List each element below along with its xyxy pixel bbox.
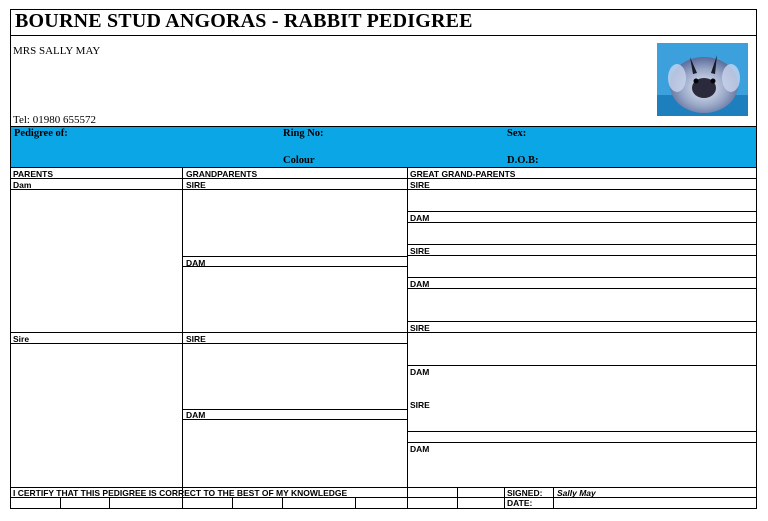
- ggp-line-1: [408, 189, 757, 190]
- grandparent-dam-2-label: DAM: [186, 410, 206, 420]
- pedigree-form: [10, 9, 757, 509]
- ggp-line-11: [408, 431, 757, 432]
- great-grandparent-sire-4-label: SIRE: [410, 400, 430, 410]
- colour-label: Colour: [283, 155, 315, 166]
- rabbit-image-icon: [657, 43, 748, 116]
- dob-label: D.O.B:: [507, 155, 539, 166]
- parent-sire-label: Sire: [13, 334, 30, 344]
- footer-sep-7: [232, 497, 233, 509]
- owner-telephone: Tel: 01980 655572: [13, 114, 96, 126]
- signature-value: Sally May: [557, 488, 596, 498]
- great-grandparent-dam-4-label: DAM: [410, 444, 430, 454]
- gp-line-1: [183, 189, 407, 190]
- ggp-line-3: [408, 222, 757, 223]
- gp-line-6: [183, 409, 407, 410]
- ggp-line-9: [408, 332, 757, 333]
- great-grandparent-sire-2-label: SIRE: [410, 246, 430, 256]
- ggp-line-7: [408, 288, 757, 289]
- grandparent-dam-1-label: DAM: [186, 258, 206, 268]
- ggp-line-10: [408, 365, 757, 366]
- footer-sep-4: [60, 497, 61, 509]
- great-grandparent-dam-1-label: DAM: [410, 213, 430, 223]
- gp-line-2: [183, 256, 407, 257]
- footer-sep-1: [457, 487, 458, 509]
- ring-no-label: Ring No:: [283, 128, 324, 139]
- grandparents-column-header: GRANDPARENTS: [186, 169, 258, 179]
- title-divider: [10, 35, 757, 36]
- angora-rabbit-photo: [657, 43, 748, 116]
- great-grandparent-sire-3-label: SIRE: [410, 323, 430, 333]
- ggp-line-8: [408, 321, 757, 322]
- column-header-divider: [10, 178, 757, 179]
- great-grandparent-dam-3-label: DAM: [410, 367, 430, 377]
- footer-sep-3: [553, 487, 554, 509]
- owner-name: MRS SALLY MAY: [13, 45, 101, 57]
- parents-column-header: PARENTS: [13, 169, 53, 179]
- grandparent-sire-1-label: SIRE: [186, 180, 206, 190]
- sex-label: Sex:: [507, 128, 527, 139]
- ggp-line-5: [408, 255, 757, 256]
- footer-sep-8: [282, 497, 283, 509]
- parent-dam-label: Dam: [13, 180, 32, 190]
- ggp-line-4: [408, 244, 757, 245]
- grandparents-great-separator: [407, 167, 408, 509]
- pedigree-of-label: Pedigree of:: [14, 128, 68, 139]
- page-title: BOURNE STUD ANGORAS - RABBIT PEDIGREE: [15, 10, 473, 32]
- band-divider: [10, 167, 757, 168]
- footer-sep-5: [109, 497, 110, 509]
- great-grandparent-sire-1-label: SIRE: [410, 180, 430, 190]
- signed-label: SIGNED:: [507, 488, 543, 498]
- certification-statement: I CERTIFY THAT THIS PEDIGREE IS CORRECT TO THE BEST OF MY KNOWLEDGE: [13, 488, 348, 498]
- gp-line-7: [183, 419, 407, 420]
- ggp-line-12: [408, 442, 757, 443]
- parents-grandparents-separator: [182, 167, 183, 487]
- footer-sep-6: [182, 487, 183, 509]
- date-label: DATE:: [507, 498, 533, 508]
- footer-sep-2: [504, 487, 505, 509]
- footer-sep-9: [355, 497, 356, 509]
- ggp-line-2: [408, 211, 757, 212]
- parent-dam-line: [10, 189, 182, 190]
- great-grandparents-column-header: GREAT GRAND-PARENTS: [410, 169, 516, 179]
- ggp-line-6: [408, 277, 757, 278]
- gp-line-5: [183, 343, 407, 344]
- parent-divider: [10, 332, 182, 333]
- parent-sire-line: [10, 343, 182, 344]
- grandparent-sire-2-label: SIRE: [186, 334, 206, 344]
- details-band: [11, 127, 756, 167]
- great-grandparent-dam-2-label: DAM: [410, 279, 430, 289]
- gp-line-4: [183, 332, 407, 333]
- gp-line-3: [183, 266, 407, 267]
